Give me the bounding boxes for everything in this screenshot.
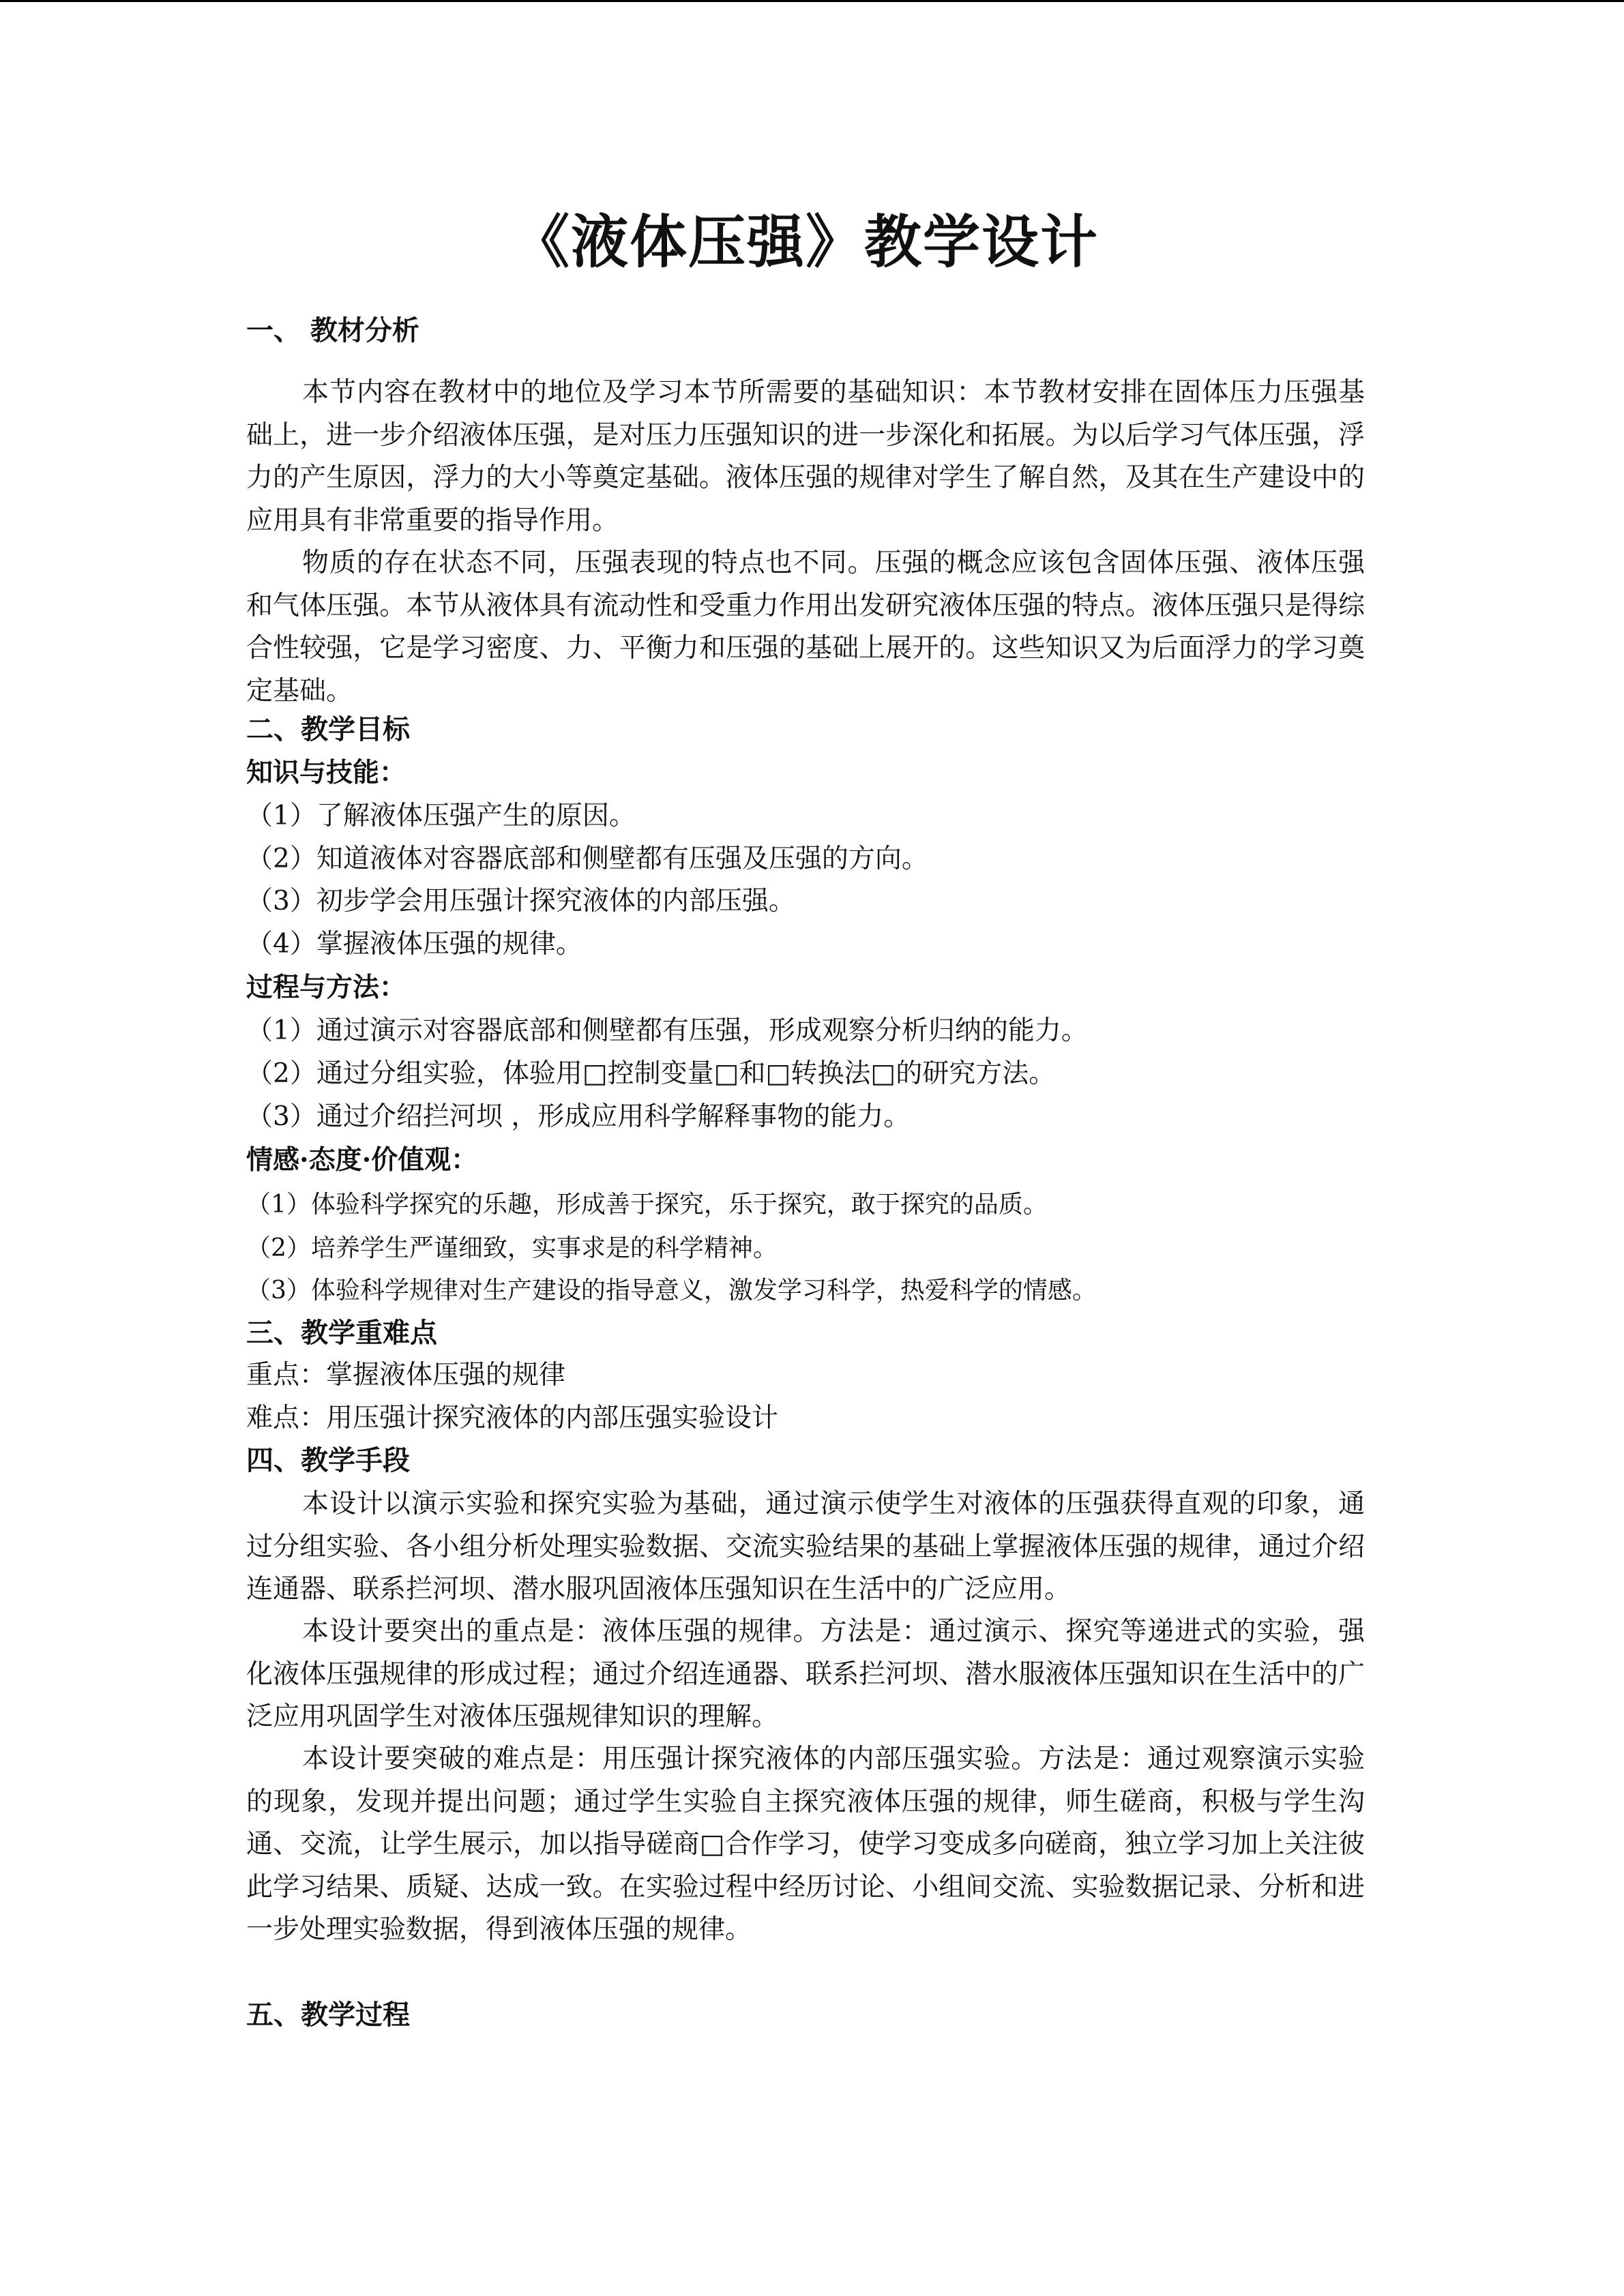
subheading-process-method: 过程与方法： xyxy=(246,972,407,1003)
paragraph-difficult-point-method: 本设计要突破的难点是：用压强计探究液体的内部压强实验。方法是：通过观察演示实验的现象，发现并提出问题；通过学生实验自主探究液体压强的规律，师生磋商，积极与学生沟通、交流，让学生展示，加以指导磋商□合作学习，使学习变成多向磋商，独立学习加上关注彼此学习结果、质疑、达成一致。在实验过程中经历讨论、小组间交流、实验数据记录、分析和进一步处理实验数据，得到液体压强的规律。 xyxy=(246,1744,1365,1945)
key-point-line: 重点：掌握液体压强的规律 xyxy=(246,1360,566,1390)
goal-item: （1）了解液体压强产生的原因。 xyxy=(246,801,636,831)
goal-item: （1）体验科学探究的乐趣，形成善于探究，乐于探究，敢于探究的品质。 xyxy=(246,1191,1048,1219)
goal-item: （3）通过介绍拦河坝 ，形成应用科学解释事物的能力。 xyxy=(246,1101,911,1132)
difficult-point-line: 难点：用压强计探究液体的内部压强实验设计 xyxy=(246,1403,779,1433)
paragraph-design-basis: 本设计以演示实验和探究实验为基础，通过演示使学生对液体的压强获得直观的印象，通过分组实验、各小组分析处理实验数据、交流实验结果的基础上掌握液体压强的规律，通过介绍连通器、联系拦河坝、潜水服巩固液体压强知识在生活中的广泛应用。 xyxy=(246,1489,1365,1605)
paragraph-matter-states: 物质的存在状态不同，压强表现的特点也不同。压强的概念应该包含固体压强、液体压强和气体压强。本节从液体具有流动性和受重力作用出发研究液体压强的特点。液体压强只是得综合性较强，它是学习密度、力、平衡力和压强的基础上展开的。这些知识又为后面浮力的学习奠定基础。 xyxy=(246,548,1365,706)
goal-item: （3）体验科学规律对生产建设的指导意义，激发学习科学，热爱科学的情感。 xyxy=(246,1277,1097,1304)
subheading-emotion-attitude-values: 情感·态度·价值观： xyxy=(246,1144,478,1176)
goal-item: （4）掌握液体压强的规律。 xyxy=(246,929,582,959)
paragraph-key-point-method: 本设计要突出的重点是：液体压强的规律。方法是：通过演示、探究等递进式的实验，强化液体压强规律的形成过程；通过介绍连通器、联系拦河坝、潜水服液体压强知识在生活中的广泛应用巩固学生对液体压强规律知识的理解。 xyxy=(246,1616,1365,1732)
subheading-knowledge-skills: 知识与技能： xyxy=(246,757,407,788)
top-border-line xyxy=(0,0,1624,2)
section-heading-teaching-goals: 二、教学目标 xyxy=(246,713,410,745)
section-heading-teaching-means: 四、教学手段 xyxy=(246,1444,410,1476)
paragraph-textbook-position: 本节内容在教材中的地位及学习本节所需要的基础知识：本节教材安排在固体压力压强基础上，进一步介绍液体压强，是对压力压强知识的进一步深化和拓展。为以后学习气体压强，浮力的产生原因，浮力的大小等奠定基础。液体压强的规律对学生了解自然，及其在生产建设中的应用具有非常重要的指导作用。 xyxy=(246,377,1365,536)
goal-item: （2）培养学生严谨细致，实事求是的科学精神。 xyxy=(246,1234,778,1262)
section-heading-key-difficult-points: 三、教学重难点 xyxy=(246,1317,437,1349)
section-heading-textbook-analysis: 一、 教材分析 xyxy=(246,314,419,346)
section-heading-teaching-process: 五、教学过程 xyxy=(246,1999,410,2031)
goal-item: （3）初步学会用压强计探究液体的内部压强。 xyxy=(246,886,795,916)
goal-item: （2）知道液体对容器底部和侧壁都有压强及压强的方向。 xyxy=(246,844,928,874)
document-title: 《液体压强》教学设计 xyxy=(512,208,1099,275)
goal-item: （2）通过分组实验，体验用□控制变量□和□转换法□的研究方法。 xyxy=(246,1058,1056,1089)
goal-item: （1）通过演示对容器底部和侧壁都有压强，形成观察分析归纳的能力。 xyxy=(246,1015,1088,1046)
